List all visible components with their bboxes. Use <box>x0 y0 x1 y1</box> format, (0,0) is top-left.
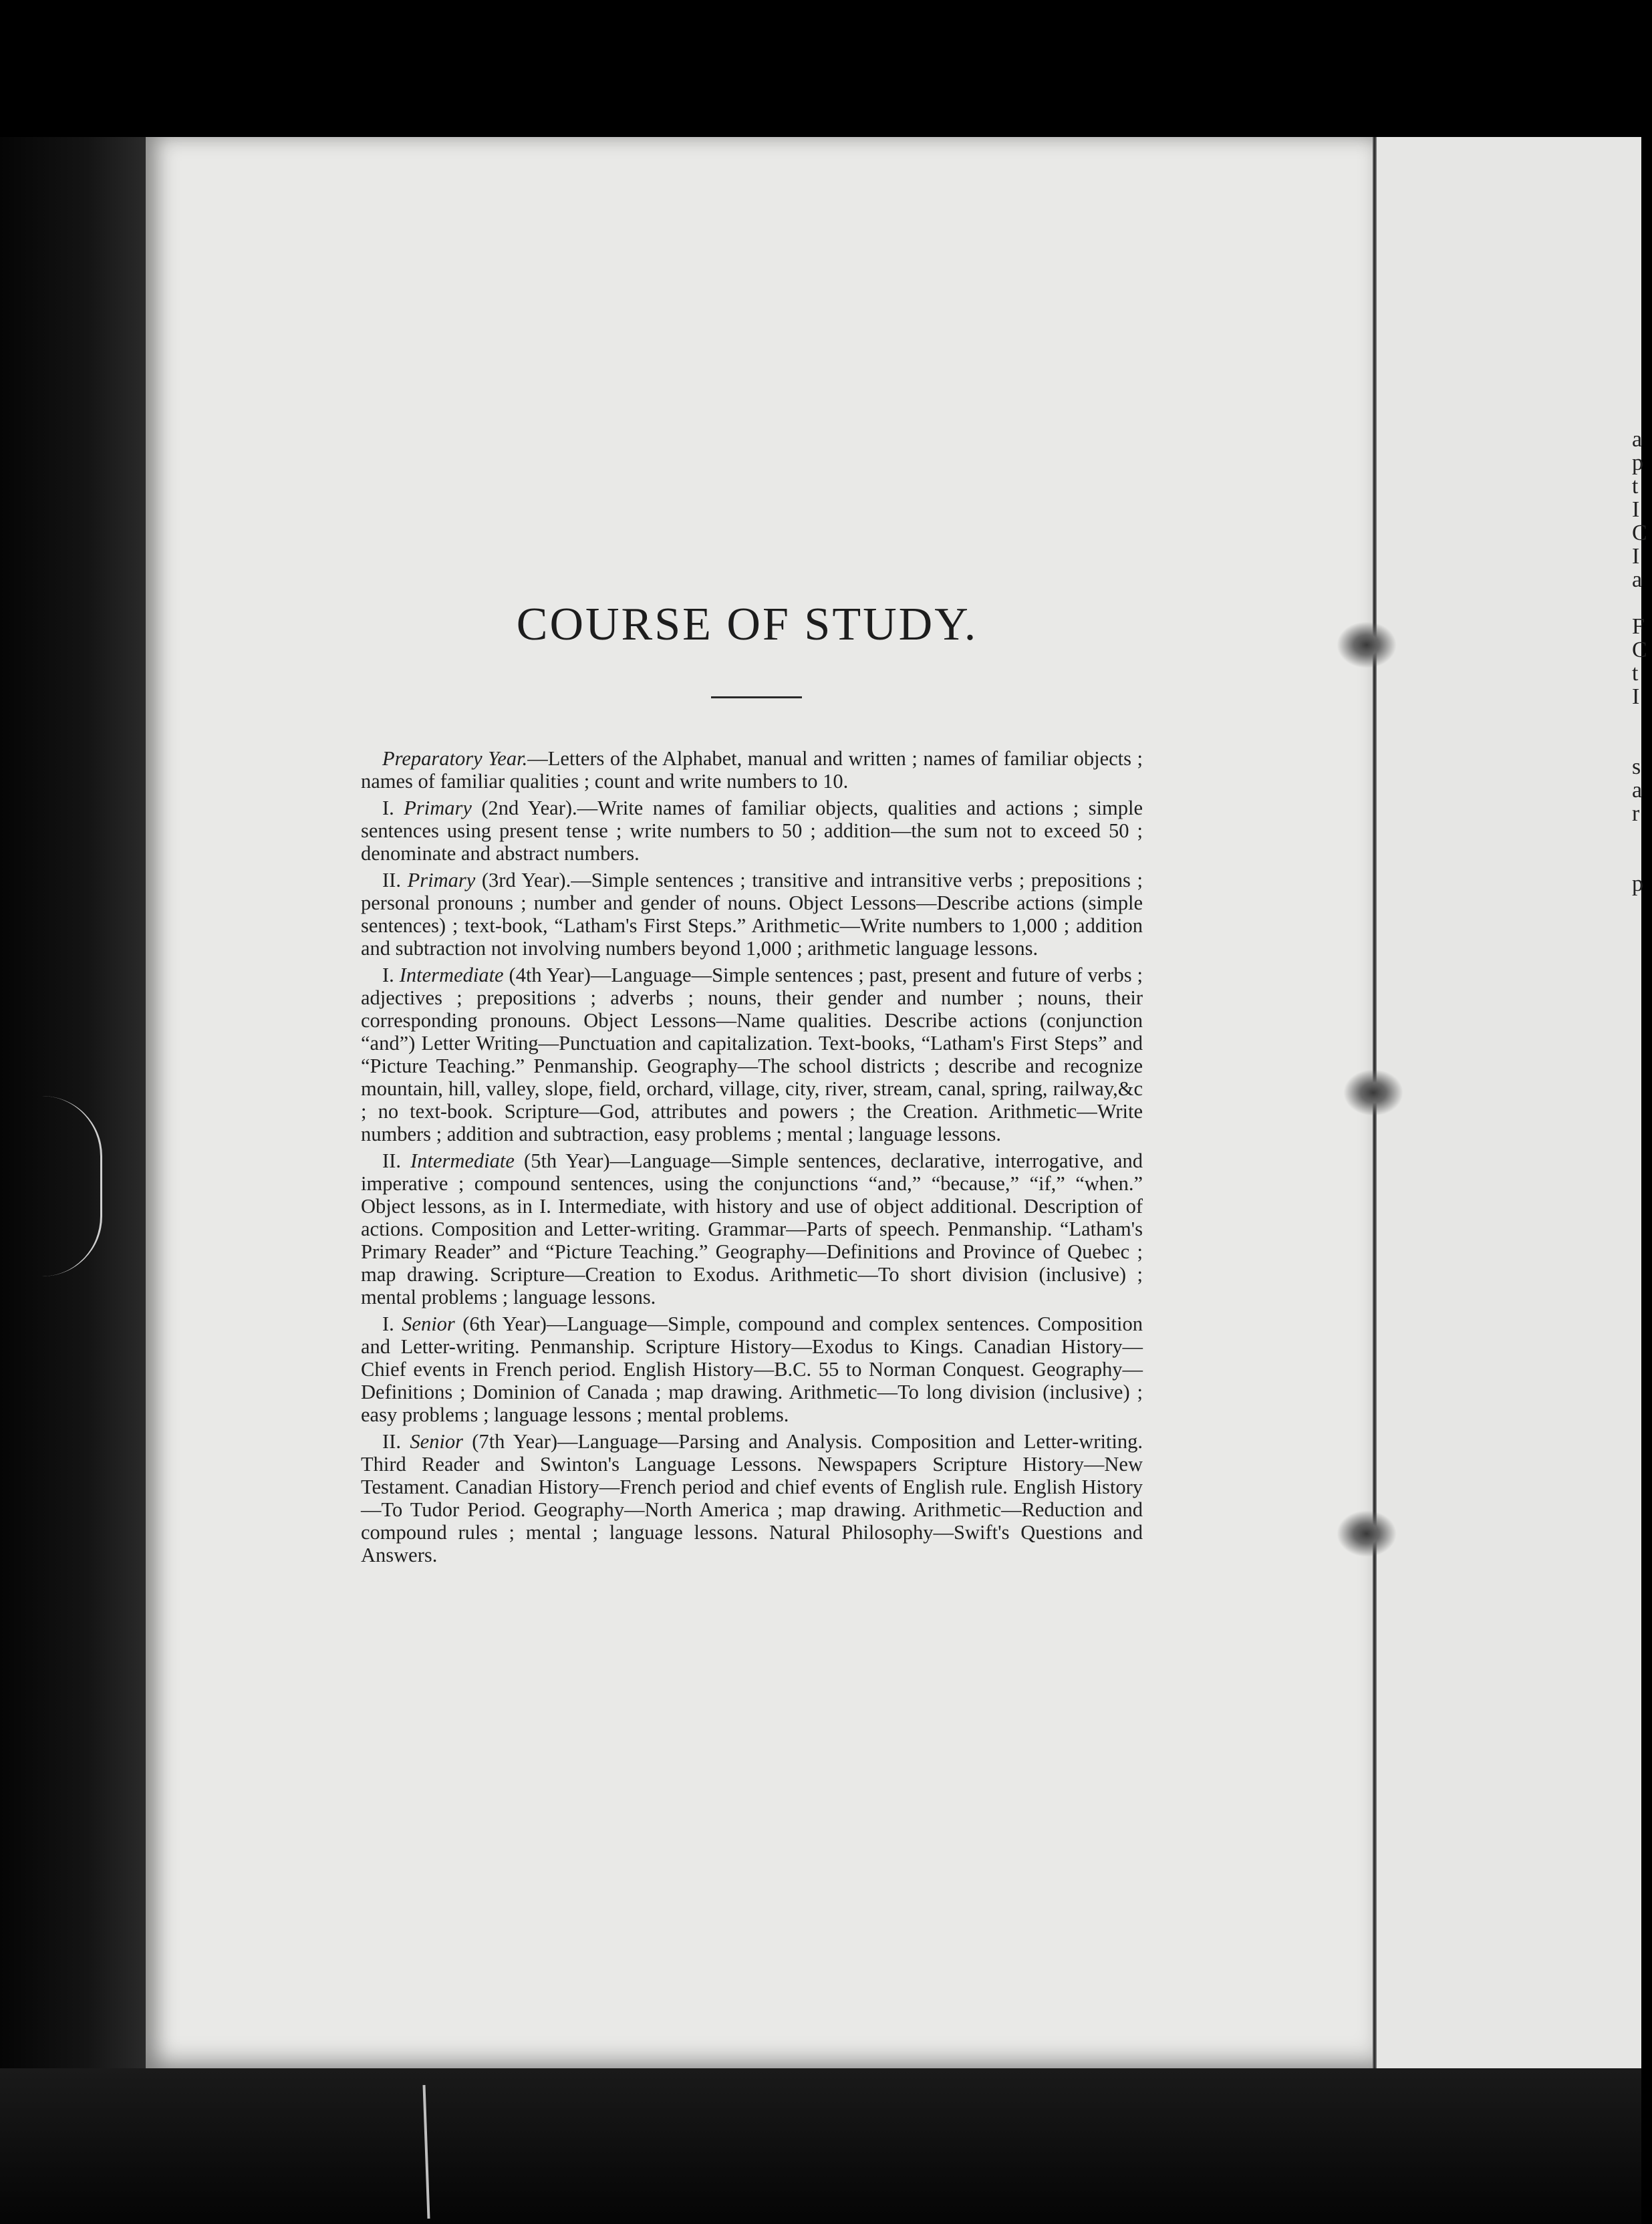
title-rule <box>711 696 802 698</box>
margin-letter: F <box>1632 614 1645 639</box>
margin-letter <box>1632 825 1652 849</box>
margin-letter: I <box>1632 684 1640 709</box>
margin-letter: I <box>1632 497 1640 522</box>
paragraph-heading: Primary <box>404 797 472 819</box>
paragraph-numeral: I. <box>382 964 394 986</box>
margin-letter <box>1632 732 1652 755</box>
margin-letter: r <box>1632 801 1640 826</box>
paragraph-numeral: II. <box>382 869 401 891</box>
paragraph-heading: Preparatory Year. <box>382 747 528 770</box>
stitch-hole-top <box>1337 621 1397 668</box>
margin-letter: C <box>1632 638 1647 662</box>
margin-letter: a <box>1632 778 1643 803</box>
margin-letter: t <box>1632 661 1639 686</box>
paragraph-heading: Intermediate <box>399 964 504 986</box>
paragraph-text: —Letters of the Alphabet, manual and written ; names of familiar objects ; names of familiar qualities ; count and write numbers to 10. <box>361 747 1143 793</box>
bottom-shadow <box>0 2068 1641 2224</box>
course-text <box>361 747 1143 1570</box>
paragraph-primary-1 <box>361 797 1143 865</box>
stitch-hole-middle <box>1343 1069 1403 1116</box>
paragraph-text: (3rd Year).—Simple sentences ; transitive and intransitive verbs ; prepositions ; personal pronouns ; number and gender of nouns. Object Lessons—Describe actions (simple sentences) ; text-book, “Latham's First Steps.” Arithmetic—Write numbers to 1,000 ; addition and subtraction not involving numbers beyond 1,000 ; arithmetic language lessons. <box>361 869 1143 960</box>
paragraph-text: (2nd Year).—Write names of familiar objects, qualities and actions ; simple sentences using present tense ; write numbers to 50 ; addition—the sum not to exceed 50 ; denominate and abstract numbers. <box>361 797 1143 865</box>
margin-letter: I <box>1632 544 1640 569</box>
margin-letter: a <box>1632 427 1643 452</box>
paragraph-text: (6th Year)—Language—Simple, compound and complex sentences. Composition and Letter-writing. Penmanship. Scripture History—Exodus to Kings. Canadian History—Chief events in French period. English History—B.C. 55 to Norman Conquest. Geography—Definitions ; Dominion of Canada ; map drawing. Arithmetic—To long division (inclusive) ; easy problems ; language lessons ; mental problems. <box>361 1312 1143 1426</box>
margin-letter: s <box>1632 754 1641 779</box>
paragraph-heading: Senior <box>410 1430 463 1453</box>
paragraph-senior-2 <box>361 1430 1143 1566</box>
paragraph-text: (7th Year)—Language—Parsing and Analysis. Composition and Letter-writing. Third Reader and Swinton's Language Lessons. Newspapers Scripture History—New Testament. Canadian History—French period and chief events of English rule. English History—To Tudor Period. Geography—North America ; map drawing. Arithmetic—Reduction and compound rules ; mental ; language lessons. Natural Philosophy—Swift's Questions and Answers. <box>361 1430 1143 1566</box>
margin-letter <box>1632 708 1652 732</box>
paragraph-primary-2 <box>361 869 1143 960</box>
paragraph-text: (4th Year)—Language—Simple sentences ; past, present and future of verbs ; adjectives ; prepositions ; adverbs ; nouns, their gender and number ; nouns, their corresponding pronouns. Object Lessons—Name qualities. Describe actions (conjunction “and”) Letter Writing—Punctuation and capitalization. Text-books, “Latham's First Steps” and “Picture Teaching.” Penmanship. Geography—The school districts ; describe and recognize mountain, hill, valley, slope, field, orchard, village, city, river, stream, canal, spring, railway,&c ; no text-book. Scripture—God, attributes and powers ; the Creation. Arithmetic—Write numbers ; addition and subtraction, easy problems ; mental ; language lessons. <box>361 964 1143 1145</box>
margin-letter: C <box>1632 521 1647 545</box>
paragraph-intermediate-2 <box>361 1149 1143 1308</box>
paragraph-heading: Primary <box>407 869 476 891</box>
paragraph-numeral: II. <box>382 1149 401 1172</box>
paragraph-heading: Senior <box>402 1312 455 1335</box>
margin-letter <box>1632 849 1652 872</box>
paragraph-heading: Intermediate <box>410 1149 515 1172</box>
margin-letter: t <box>1632 474 1639 499</box>
margin-letter: p <box>1632 450 1643 475</box>
margin-letter <box>1632 591 1652 615</box>
page-title: COURSE OF STUDY. <box>516 599 978 650</box>
paragraph-intermediate-1 <box>361 964 1143 1145</box>
facing-page-margin-letters <box>1632 428 1652 895</box>
paragraph-senior-1 <box>361 1312 1143 1426</box>
facing-page-edge <box>1375 137 1641 2068</box>
paragraph-numeral: II. <box>382 1430 401 1453</box>
paragraph-preparatory <box>361 747 1143 793</box>
margin-letter: a <box>1632 567 1643 592</box>
paragraph-text: (5th Year)—Language—Simple sentences, declarative, interrogative, and imperative ; compound sentences, using the conjunctions “and,” “because,” “if,” “when.” Object lessons, as in I. Intermediate, with history and use of object additional. Description of actions. Composition and Letter-writing. Grammar—Parts of speech. Penmanship. “Latham's Primary Reader” and “Picture Teaching.” Geography—Definitions and Province of Quebec ; map drawing. Scripture—Creation to Exodus. Arithmetic—To short division (inclusive) ; mental problems ; language lessons. <box>361 1149 1143 1308</box>
stitch-hole-bottom <box>1337 1510 1397 1557</box>
margin-letter: p <box>1632 871 1643 896</box>
paragraph-numeral: I. <box>382 797 394 819</box>
paragraph-numeral: I. <box>382 1312 394 1335</box>
